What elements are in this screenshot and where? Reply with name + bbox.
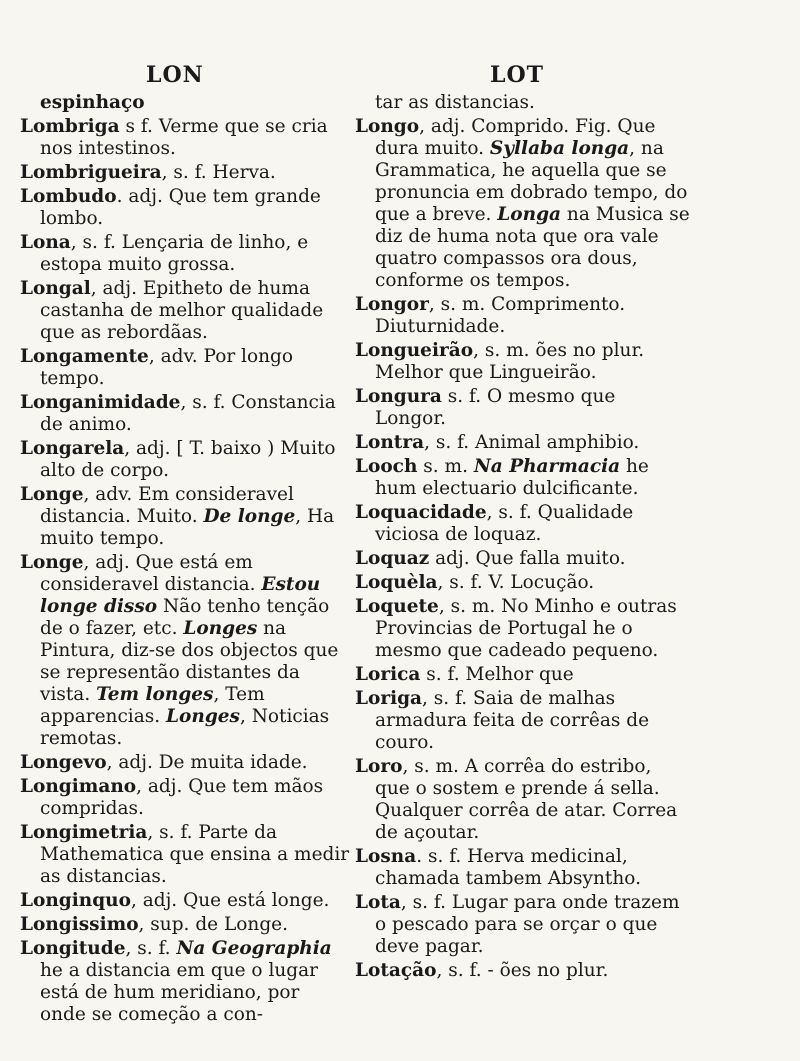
entry-headword: Longura <box>355 386 442 407</box>
entry-text: adj. Que falla muito. <box>429 548 626 569</box>
entry-headword: Loquacidade <box>355 502 487 523</box>
entry-text: , s. f. - ões no plur. <box>436 960 609 981</box>
entry-text: s. m. <box>417 456 474 477</box>
entry-text: , adv. Em consideravel distancia. Muito. <box>40 484 294 527</box>
entry-text: . adj. Que tem grande lombo. <box>40 186 321 229</box>
entry-headword: Longitude <box>20 938 126 959</box>
dictionary-entry <box>355 548 690 570</box>
entry-headword: Longamente <box>20 346 149 367</box>
dictionary-entry <box>355 688 690 754</box>
entry-text: s f. Verme que se cria nos intestinos. <box>40 116 328 159</box>
dictionary-entry <box>355 846 690 890</box>
entry-text: , s. m. ões no plur. Melhor que Lingueirão. <box>375 340 645 383</box>
entry-text: , s. f. Lençaria de linho, e estopa muito grossa. <box>40 232 309 275</box>
entry-text: , Noticias remotas. <box>40 706 330 749</box>
dictionary-entry <box>20 822 350 888</box>
right-running-header: LOT <box>490 62 545 88</box>
entry-headword: Lona <box>20 232 71 253</box>
entry-headword: Loriga <box>355 688 423 709</box>
dictionary-entry <box>20 162 350 184</box>
entry-headword: Longevo <box>20 752 107 773</box>
entry-headword: Longinquo <box>20 890 131 911</box>
entry-text: , s. m. No Minho e outras Provincias de Portugal he o mesmo que cadeado pequeno. <box>375 596 677 661</box>
entry-text: s. f. Melhor que <box>420 664 574 685</box>
entry-headword: Lontra <box>355 432 425 453</box>
entry-text: , adj. Que está em consideravel distancia. <box>40 552 262 595</box>
entry-italic-phrase: Longa <box>497 204 562 225</box>
entry-headword: Longimano <box>20 776 137 797</box>
entry-headword: Longissimo <box>20 914 139 935</box>
entry-headword: Lorica <box>355 664 421 685</box>
entry-text: na Musica se diz de huma nota que ora vale quatro compassos ora dous, conforme os tempos. <box>375 204 690 291</box>
entry-italic-phrase: Longes <box>183 618 258 639</box>
entry-italic-phrase: Tem longes <box>96 684 214 705</box>
entry-headword: Loquèla <box>355 572 438 593</box>
entry-headword: Loro <box>355 756 403 777</box>
entry-text: , adj. Que tem mãos compridas. <box>40 776 324 819</box>
entry-headword: Longimetria <box>20 822 148 843</box>
entry-headword: Lombrigueira <box>20 162 162 183</box>
entry-text: , s. f. Qualidade viciosa de loquaz. <box>375 502 634 545</box>
entry-headword: Loquete <box>355 596 439 617</box>
entry-text: Não tenho tenção de o fazer, etc. <box>40 596 330 639</box>
dictionary-entry <box>355 664 690 686</box>
entry-text: , adj. Comprido. Fig. Que dura muito. <box>375 116 656 159</box>
dictionary-entry <box>20 346 350 390</box>
dictionary-entry <box>20 890 350 912</box>
entry-headword: espinhaço <box>40 92 145 113</box>
entry-text: , s. f. Constancia de animo. <box>40 392 336 435</box>
dictionary-entry <box>20 752 350 774</box>
entry-headword: Looch <box>355 456 418 477</box>
entry-italic-phrase: Syllaba longa <box>489 138 630 159</box>
dictionary-entry <box>355 386 690 430</box>
entry-italic-phrase: Na Geographia <box>176 938 332 959</box>
entry-headword: Longe <box>20 552 84 573</box>
entry-text: , adj. [ T. baixo ) Muito alto de corpo. <box>40 438 336 481</box>
entry-text: , s. f. Lugar para onde trazem o pescado para se orçar o que deve pagar. <box>375 892 680 957</box>
entry-italic-phrase: Na Pharmacia <box>473 456 621 477</box>
dictionary-entry <box>355 892 690 958</box>
dictionary-entry <box>355 116 690 292</box>
entry-text: tar as distancias. <box>375 92 535 113</box>
dictionary-entry <box>20 938 350 1026</box>
dictionary-entry <box>355 960 690 982</box>
right-column <box>355 92 690 984</box>
entry-text: , s. f. Parte da Mathematica que ensina a medir as distancias. <box>40 822 350 887</box>
entry-headword: Longueirão <box>355 340 474 361</box>
entry-text: he hum electuario dulcificante. <box>375 456 649 499</box>
entry-text: , adj. De muita idade. <box>106 752 308 773</box>
dictionary-entry <box>20 552 350 750</box>
entry-italic-phrase: Estou longe disso <box>40 574 321 617</box>
entry-text: , s. f. Animal amphibio. <box>424 432 640 453</box>
dictionary-entry <box>20 232 350 276</box>
entry-text: na Pintura, diz-se dos objectos que se representão distantes da vista. <box>40 618 339 705</box>
entry-text: , s. f. Saia de malhas armadura feita de corrêas de couro. <box>375 688 650 753</box>
dictionary-entry <box>20 776 350 820</box>
dictionary-entry <box>20 278 350 344</box>
dictionary-entry <box>355 572 690 594</box>
dictionary-entry <box>355 502 690 546</box>
entry-text: , s. m. A corrêa do estribo, que o sostem e prende á sella. Qualquer corrêa de atar. Correa de açoutar. <box>375 756 678 843</box>
entry-headword: Lombudo <box>20 186 117 207</box>
entry-italic-phrase: Longes <box>166 706 240 727</box>
entry-text: , s. f. <box>125 938 177 959</box>
dictionary-entry <box>355 340 690 384</box>
left-running-header: LON <box>146 62 204 88</box>
dictionary-entry <box>20 484 350 550</box>
dictionary-entry <box>20 914 350 936</box>
entry-text: he a distancia em que o lugar está de hum meridiano, por onde se começão a con- <box>40 960 318 1025</box>
dictionary-entry <box>355 432 690 454</box>
entry-headword: Longarela <box>20 438 125 459</box>
entry-text: . s. f. Herva medicinal, chamada tambem Absyntho. <box>375 846 641 889</box>
entry-headword: Longal <box>20 278 91 299</box>
entry-headword: Longe <box>20 484 84 505</box>
dictionary-entry <box>355 456 690 500</box>
dictionary-entry <box>20 186 350 230</box>
entry-text: , s. f. V. Locução. <box>437 572 595 593</box>
entry-headword: Losna <box>355 846 417 867</box>
entry-text: , adj. Epitheto de huma castanha de melhor qualidade que as rebordãas. <box>40 278 324 343</box>
entry-text: s. f. O mesmo que Longor. <box>375 386 616 429</box>
entry-text: , na Grammatica, he aquella que se pronuncia em dobrado tempo, do que a breve. <box>375 138 688 225</box>
dictionary-entry <box>20 116 350 160</box>
entry-headword: Lota <box>355 892 401 913</box>
dictionary-entry <box>20 438 350 482</box>
dictionary-entry <box>20 392 350 436</box>
dictionary-entry <box>355 294 690 338</box>
left-column <box>20 92 350 1028</box>
dictionary-entry <box>355 596 690 662</box>
entry-text: , adv. Por longo tempo. <box>40 346 294 389</box>
dictionary-entry <box>20 92 350 114</box>
entry-headword: Lotação <box>355 960 437 981</box>
entry-text: , s. f. Herva. <box>161 162 276 183</box>
entry-text: , s. m. Comprimento. Diuturnidade. <box>375 294 626 337</box>
entry-italic-phrase: De longe <box>203 506 296 527</box>
entry-headword: Lombriga <box>20 116 120 137</box>
entry-headword: Longor <box>355 294 429 315</box>
entry-headword: Longo <box>355 116 420 137</box>
entry-text: , adj. Que está longe. <box>130 890 330 911</box>
entry-headword: Loquaz <box>355 548 430 569</box>
entry-text: , Tem apparencias. <box>40 684 265 727</box>
dictionary-entry <box>355 92 690 114</box>
dictionary-entry <box>355 756 690 844</box>
entry-text: , Ha muito tempo. <box>40 506 335 549</box>
entry-text: , sup. de Longe. <box>138 914 289 935</box>
entry-headword: Longanimidade <box>20 392 181 413</box>
